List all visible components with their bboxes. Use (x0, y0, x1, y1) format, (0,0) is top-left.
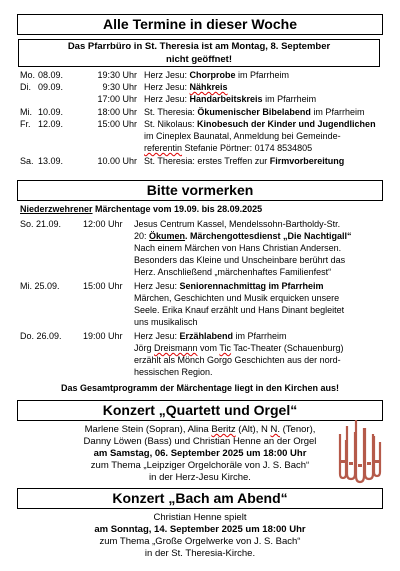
maerchentage-intro (20, 204, 390, 215)
event-text: Besonders das Kleine und Unscheinbare berührt das (134, 255, 346, 265)
week-title: Alle Termine in dieser Woche (103, 16, 297, 32)
event-text-part: 20: (134, 231, 150, 241)
maerchentage-footer: Das Gesamtprogramm der Märchentage liegt in den Kirchen aus! (60, 383, 340, 393)
event-title: Erzählabend (179, 331, 234, 341)
reserve-title: Bitte vormerken (146, 182, 254, 198)
row-text (144, 107, 364, 118)
schedule-row (20, 107, 390, 118)
notice-line-2: nicht geöffnet! (166, 53, 232, 65)
intro-place: Niederzwehrener (20, 204, 93, 214)
event-text: erzählt als Mönch Gorgo Geschichten aus der nord- (134, 355, 341, 365)
schedule-row (20, 119, 390, 130)
schedule-row (20, 94, 390, 105)
schedule-row (20, 82, 390, 93)
event-text-part: im Pfarrheim (233, 331, 287, 341)
row-place: Herz Jesu: (144, 82, 188, 92)
row-rest: im Pfarrheim (313, 107, 365, 117)
event-text: Herz. Anschließend „märchenhaftes Familienfest“ (134, 267, 332, 277)
row-rest: im Pfarrheim (238, 70, 290, 80)
row-date: 13.09. (38, 156, 64, 166)
week-header (17, 14, 383, 35)
event-text-part: Herz Jesu: (134, 331, 180, 341)
event-text-part: Dreismann (154, 343, 198, 353)
event-text: hessischen Region. (134, 367, 213, 377)
event-text: Märchen, Geschichten und Musik erquicken unsere (134, 293, 340, 303)
schedule-row-continued (20, 143, 390, 154)
event-time: 19:00 Uhr (83, 331, 123, 341)
concert2-header (17, 488, 383, 509)
event-time: 12:00 Uhr (83, 219, 123, 229)
event-text-part: Jörg (134, 343, 155, 353)
event-text (134, 231, 352, 242)
notice-line-1: Das Pfarrbüro in St. Theresia ist am Montag, 8. September (67, 41, 331, 52)
row-day: Fr. (20, 119, 31, 129)
row-place: Herz Jesu: (144, 94, 188, 104)
row-text (144, 70, 289, 81)
row-place: St. Theresia: erstes Treffen zur (144, 156, 268, 166)
event-text: Seele. Erika Knauf erzählt und Hans Dinant begleitet (134, 305, 345, 315)
organ-pipes-icon (334, 416, 384, 486)
row-title: Handarbeitskreis (189, 94, 263, 104)
row-time: 9:30 Uhr (102, 82, 137, 92)
event-row (20, 331, 390, 342)
event-date: So. 21.09. (20, 219, 62, 229)
concert2-date: am Sonntag, 14. September 2025 um 18:00 Uhr (94, 524, 306, 535)
office-closed-notice (18, 39, 380, 67)
concert2-line: in der St. Theresia-Kirche. (144, 548, 256, 559)
event-text (134, 281, 324, 292)
concert1-title: Konzert „Quartett und Orgel“ (102, 402, 298, 418)
word-referentin: referentin (144, 143, 183, 153)
row-title: Firmvorbereitung (269, 156, 345, 166)
row-time: 19:30 Uhr (97, 70, 137, 80)
row-text (144, 119, 376, 130)
event-text-part: vom (197, 343, 220, 353)
row-title: Kinobesuch der Kinder und Jugendlichen (197, 119, 376, 129)
row-time: 15:00 Uhr (97, 119, 137, 129)
row-text (144, 94, 316, 105)
concert2-line: zum Thema „Große Orgelwerke von J. S. Bach“ (99, 536, 301, 547)
row-day: Mo. (20, 70, 36, 80)
event-text (134, 331, 287, 342)
event-text-part: Tac-Theater (Schauenburg) (231, 343, 344, 353)
concert1-line: in der Herz-Jesu Kirche. (149, 472, 251, 483)
row-title: Ökumenischer Bibelabend (197, 107, 311, 117)
row-time: 10.00 Uhr (97, 156, 137, 166)
event-text: Nach einem Märchen von Hans Christian Andersen. (134, 243, 342, 253)
concert1-line: zum Thema „Leipziger Orgelchoräle von J. S. Bach“ (90, 460, 310, 471)
concert1-date: am Samstag, 06. September 2025 um 18:00 Uhr (93, 448, 307, 459)
reserve-header (17, 180, 383, 201)
concert2-line: Christian Henne spielt (153, 512, 247, 523)
row-title: Nähkreis (189, 82, 228, 92)
event-text-part: Tic (219, 343, 232, 353)
row-title: Chorprobe (189, 70, 236, 80)
intro-dates: Märchentage vom 19.09. bis 28.09.2025 (92, 204, 263, 214)
row-time: 18:00 Uhr (97, 107, 137, 117)
row-day: Di. (20, 82, 31, 92)
schedule-row (20, 70, 390, 81)
text-part: (Tenor), (280, 424, 316, 435)
row-date: 08.09. (38, 70, 64, 80)
text-part: N. (270, 424, 280, 435)
concert2-title: Konzert „Bach am Abend“ (112, 490, 288, 506)
event-row (20, 281, 390, 292)
event-text: uns musikalisch (134, 317, 198, 327)
event-text (134, 343, 343, 354)
row-time: 17:00 Uhr (97, 94, 137, 104)
event-text-part: Herz Jesu: (134, 281, 180, 291)
event-title: . Märchengottesdienst „Die Nachtigall“ (185, 231, 352, 241)
event-date: Do. 26.09. (20, 331, 62, 341)
concert1-line: Danny Löwen (Bass) und Christian Henne an der Orgel (83, 436, 317, 447)
row-place: St. Theresia: (144, 107, 195, 117)
row-rest: im Pfarrheim (265, 94, 317, 104)
row-text: im Cineplex Baunatal, Anmeldung bei Gemeinde- (144, 131, 341, 141)
schedule-row-continued (20, 131, 390, 142)
event-date: Mi. 25.09. (20, 281, 60, 291)
concert1-header (17, 400, 383, 421)
text-part: Marlene Stein (Sopran), Alina (84, 424, 212, 435)
text-part: Beritz (211, 424, 236, 435)
row-text (144, 143, 312, 154)
text-part: (Alt), N (235, 424, 271, 435)
row-text (144, 156, 344, 167)
schedule-row (20, 156, 390, 167)
row-date: 10.09. (38, 107, 64, 117)
event-text: Jesus Centrum Kassel, Mendelssohn-Bartholdy-Str. (134, 219, 341, 229)
row-text (144, 82, 228, 93)
row-date: 09.09. (38, 82, 64, 92)
row-day: Mi. (20, 107, 32, 117)
contact-phone: Stefanie Pörtner: 0174 8534805 (182, 143, 313, 153)
row-place: St. Nikolaus: (144, 119, 195, 129)
event-text-part: Ökumen (149, 231, 186, 241)
event-time: 15:00 Uhr (83, 281, 123, 291)
row-day: Sa. (20, 156, 34, 166)
row-date: 12.09. (38, 119, 64, 129)
event-row (20, 219, 390, 230)
event-title: Seniorennachmittag im Pfarrheim (179, 281, 324, 291)
row-place: Herz Jesu: (144, 70, 188, 80)
